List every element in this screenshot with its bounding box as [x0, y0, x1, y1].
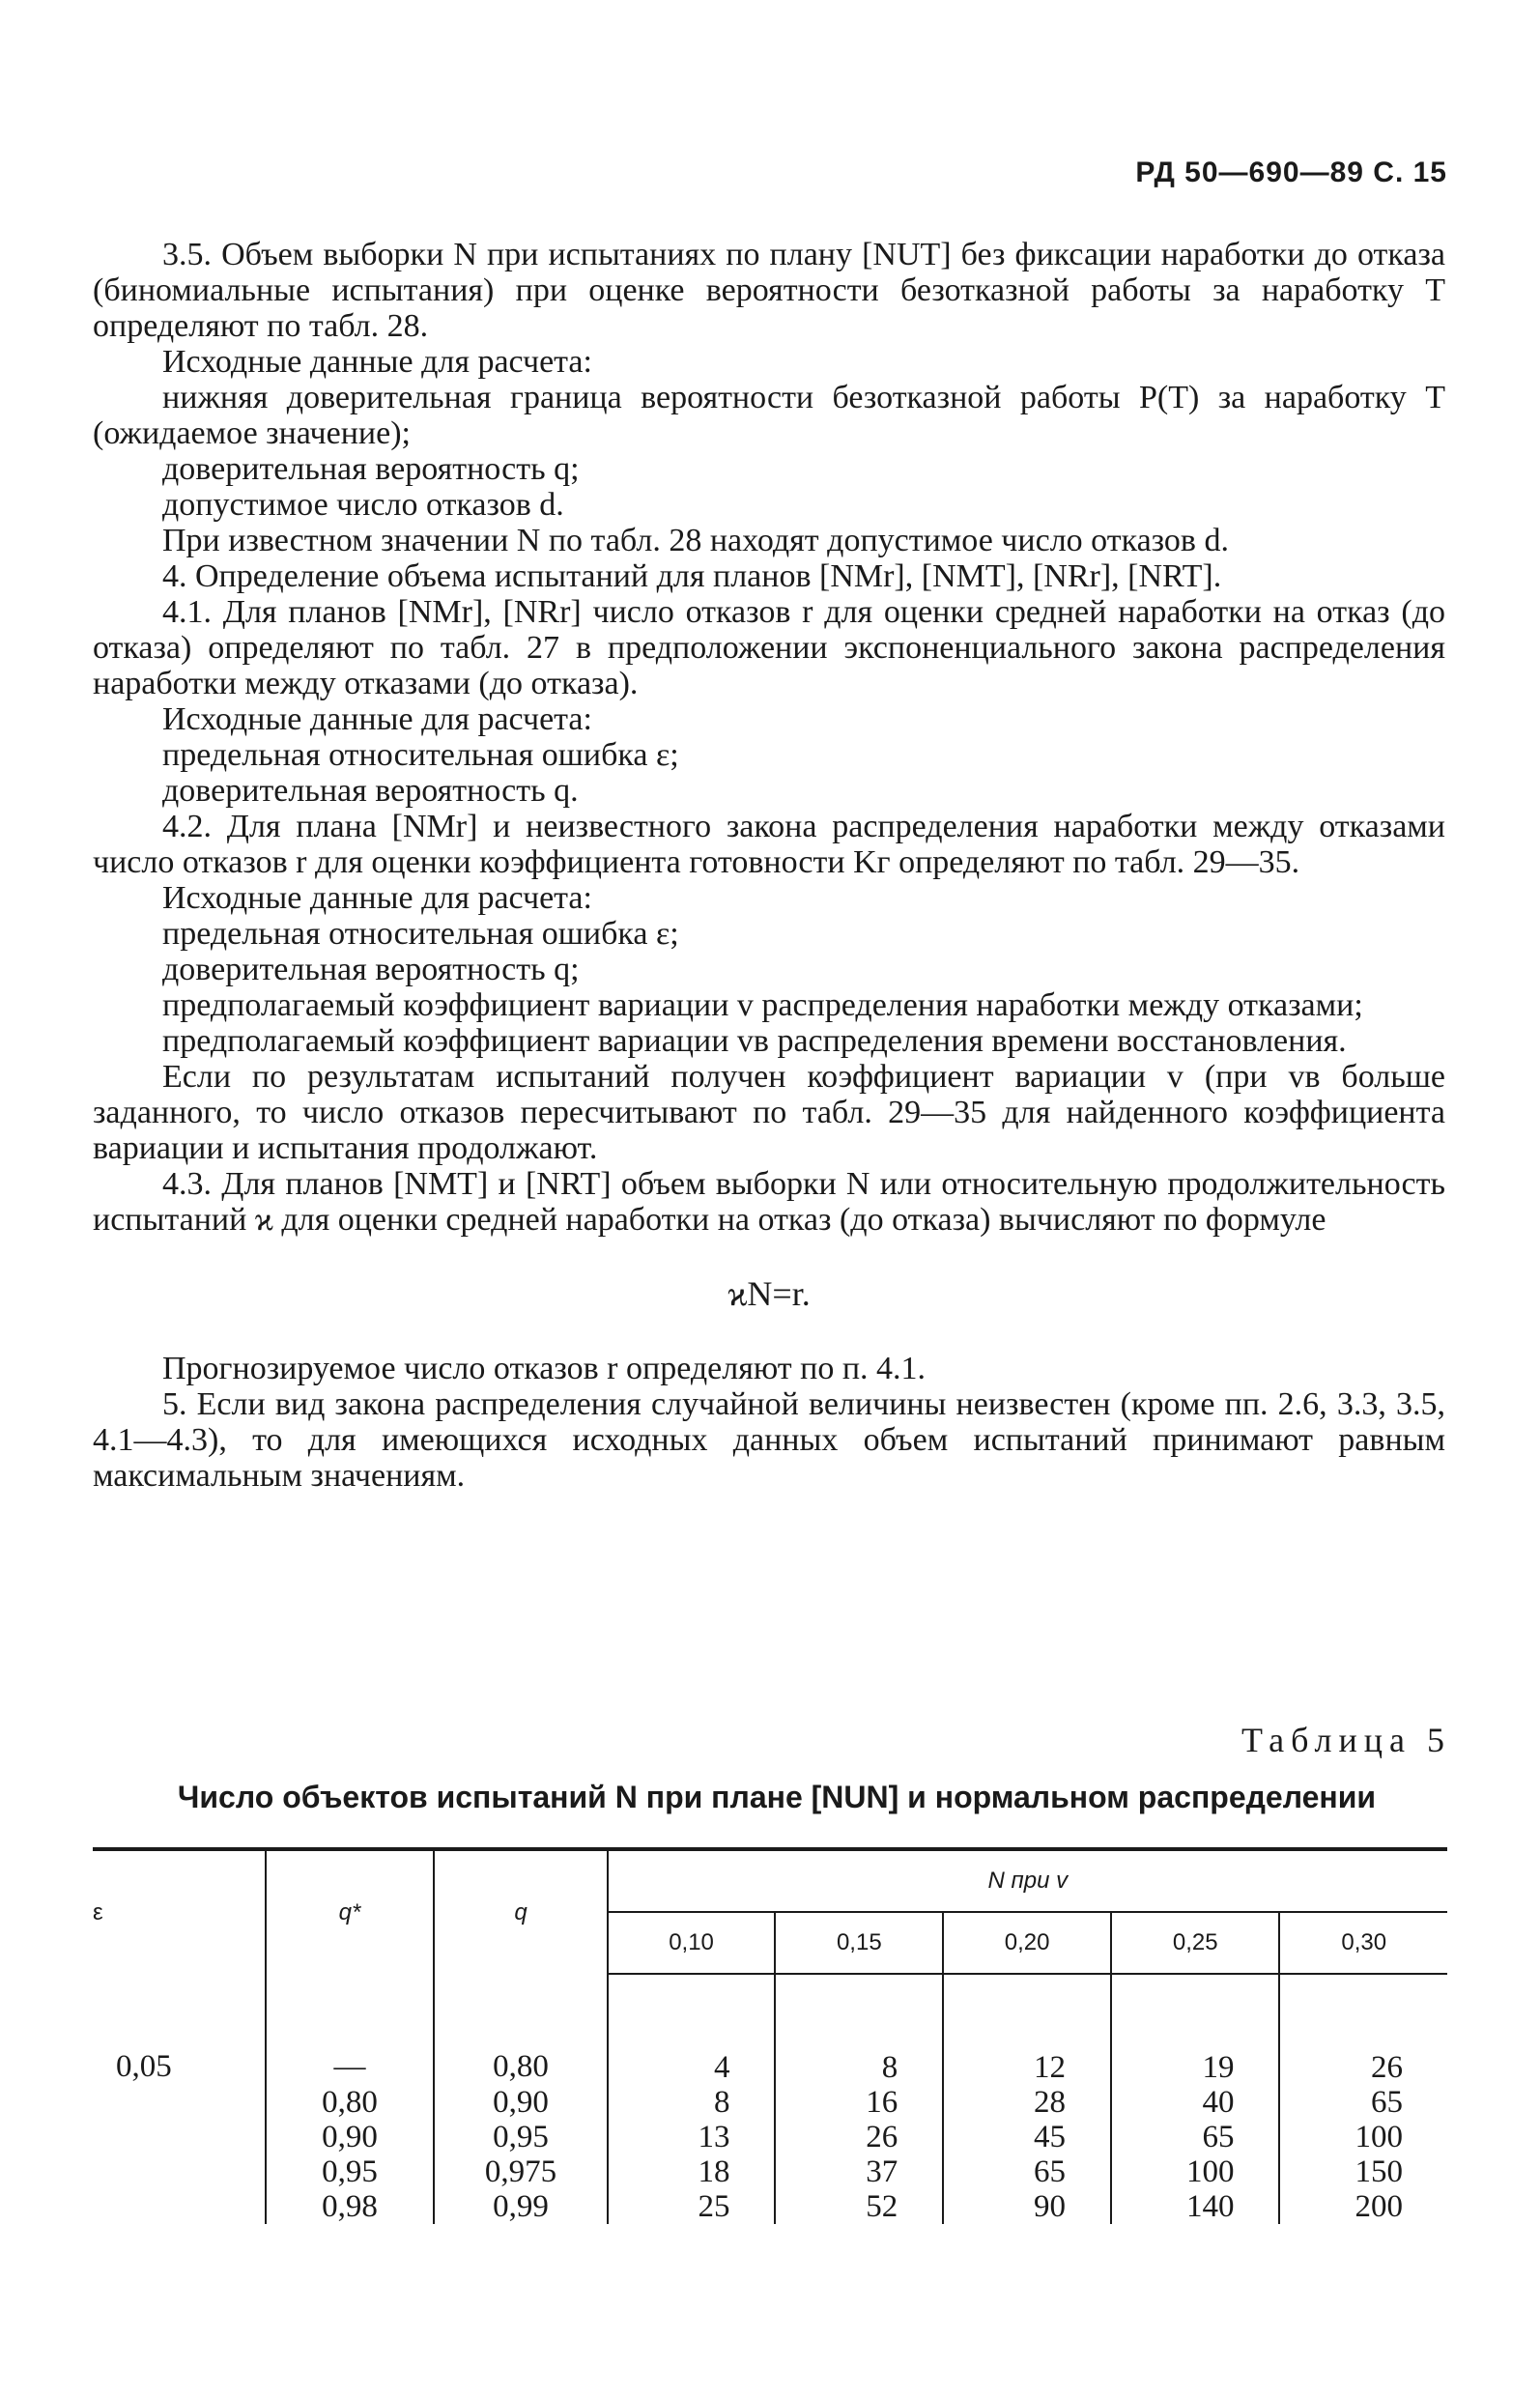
data-table — [93, 1847, 1447, 2224]
paragraph: нижняя доверительная граница вероятности безотказной работы P(T) за наработку T (ожидаемое значение); — [93, 380, 1445, 451]
table-caption: Таблица 5 — [1241, 1721, 1451, 1759]
paragraph: доверительная вероятность q; — [162, 952, 580, 987]
header-epsilon: ε — [93, 1849, 266, 1974]
table-row — [93, 2085, 1447, 2120]
n-cell: 65 — [1111, 2120, 1279, 2154]
paragraph: Исходные данные для расчета: — [162, 344, 592, 380]
paragraph: допустимое число отказов d. — [162, 487, 564, 523]
page-header: РД 50—690—89 С. 15 — [1135, 157, 1447, 188]
n-cell: 8 — [775, 1974, 943, 2085]
table-row — [93, 2154, 1447, 2189]
q-cell: 0,99 — [434, 2189, 607, 2224]
paragraph: 4.1. Для планов [NMr], [NRr] число отказов r для оценки средней наработки на отказ (до отказа) определяют по табл. 27 в предположении экспоненциального закона распределения наработки между отказами (до отказа). — [93, 594, 1445, 701]
table-title: Число объектов испытаний N при плане [NUN] и нормальном распределении — [177, 1780, 1377, 1814]
table-row — [93, 2120, 1447, 2154]
table-row — [93, 1974, 1447, 2085]
paragraph: предполагаемый коэффициент вариации v распределения наработки между отказами; — [162, 987, 1363, 1023]
n-cell: 19 — [1111, 1974, 1279, 2085]
paragraph: 3.5. Объем выборки N при испытаниях по плану [NUT] без фиксации наработки до отказа (биномиальные испытания) при оценке вероятности безотказной работы за наработку T определяют по табл. 28. — [93, 237, 1445, 344]
paragraph: предельная относительная ошибка ε; — [162, 737, 679, 773]
paragraph: 5. Если вид закона распределения случайной величины неизвестен (кроме пп. 2.6, 3.3, 3.5, 4.1—4.3), то для имеющихся исходных данных объем испытаний принимают равным максимальным значениям. — [93, 1386, 1445, 1494]
header-n-group: N при v — [608, 1849, 1447, 1912]
n-cell: 45 — [943, 2120, 1111, 2154]
n-cell: 18 — [608, 2154, 776, 2189]
q-star-cell: 0,95 — [266, 2154, 435, 2189]
header-q-star: q* — [266, 1849, 435, 1974]
paragraph: Прогнозируемое число отказов r определяют по п. 4.1. — [162, 1351, 927, 1386]
n-cell: 26 — [1279, 1974, 1447, 2085]
paragraph: предполагаемый коэффициент вариации vв распределения времени восстановления. — [162, 1023, 1347, 1059]
q-star-cell: 0,80 — [266, 2085, 435, 2120]
header-v: 0,10 — [608, 1912, 776, 1974]
n-cell: 12 — [943, 1974, 1111, 2085]
header-v: 0,15 — [775, 1912, 943, 1974]
header-v: 0,25 — [1111, 1912, 1279, 1974]
n-cell: 26 — [775, 2120, 943, 2154]
header-v: 0,30 — [1279, 1912, 1447, 1974]
n-cell: 90 — [943, 2189, 1111, 2224]
epsilon-cell: 0,05 — [116, 2049, 172, 2084]
n-cell: 4 — [608, 1974, 776, 2085]
paragraph: 4. Определение объема испытаний для планов [NMr], [NMT], [NRr], [NRT]. — [162, 558, 1222, 594]
n-cell: 40 — [1111, 2085, 1279, 2120]
body-text — [93, 237, 1445, 1494]
n-cell: 100 — [1279, 2120, 1447, 2154]
n-cell: 150 — [1279, 2154, 1447, 2189]
q-star-cell: — — [266, 1974, 435, 2085]
q-star-cell: 0,90 — [266, 2120, 435, 2154]
q-cell: 0,90 — [434, 2085, 607, 2120]
paragraph: При известном значении N по табл. 28 находят допустимое число отказов d. — [162, 523, 1229, 558]
q-star-cell: 0,98 — [266, 2189, 435, 2224]
n-cell: 65 — [1279, 2085, 1447, 2120]
n-cell: 140 — [1111, 2189, 1279, 2224]
header-q: q — [434, 1849, 607, 1974]
q-cell: 0,975 — [434, 2154, 607, 2189]
n-cell: 25 — [608, 2189, 776, 2224]
paragraph: доверительная вероятность q. — [162, 773, 579, 809]
n-cell: 28 — [943, 2085, 1111, 2120]
table-row — [93, 2189, 1447, 2224]
q-cell: 0,95 — [434, 2120, 607, 2154]
q-cell: 0,80 — [434, 1974, 607, 2085]
paragraph: 4.2. Для плана [NMr] и неизвестного закона распределения наработки между отказами число отказов r для оценки коэффициента готовности Kг определяют по табл. 29—35. — [93, 809, 1445, 880]
paragraph: доверительная вероятность q; — [162, 451, 580, 487]
header-v: 0,20 — [943, 1912, 1111, 1974]
n-cell: 200 — [1279, 2189, 1447, 2224]
n-cell: 13 — [608, 2120, 776, 2154]
n-cell: 37 — [775, 2154, 943, 2189]
n-cell: 65 — [943, 2154, 1111, 2189]
formula: ϰN=r. — [727, 1274, 811, 1313]
paragraph: 4.3. Для планов [NMT] и [NRT] объем выборки N или относительную продолжительность испытаний ϰ для оценки средней наработки на отказ (до отказа) вычисляют по формуле — [93, 1166, 1445, 1238]
paragraph: Исходные данные для расчета: — [162, 701, 592, 737]
n-cell: 8 — [608, 2085, 776, 2120]
n-cell: 52 — [775, 2189, 943, 2224]
paragraph: Если по результатам испытаний получен коэффициент вариации v (при vв больше заданного, то число отказов пересчитывают по табл. 29—35 для найденного коэффициента вариации и испытания продолжают. — [93, 1059, 1445, 1166]
n-cell: 100 — [1111, 2154, 1279, 2189]
paragraph: Исходные данные для расчета: — [162, 880, 592, 916]
n-cell: 16 — [775, 2085, 943, 2120]
paragraph: предельная относительная ошибка ε; — [162, 916, 679, 952]
